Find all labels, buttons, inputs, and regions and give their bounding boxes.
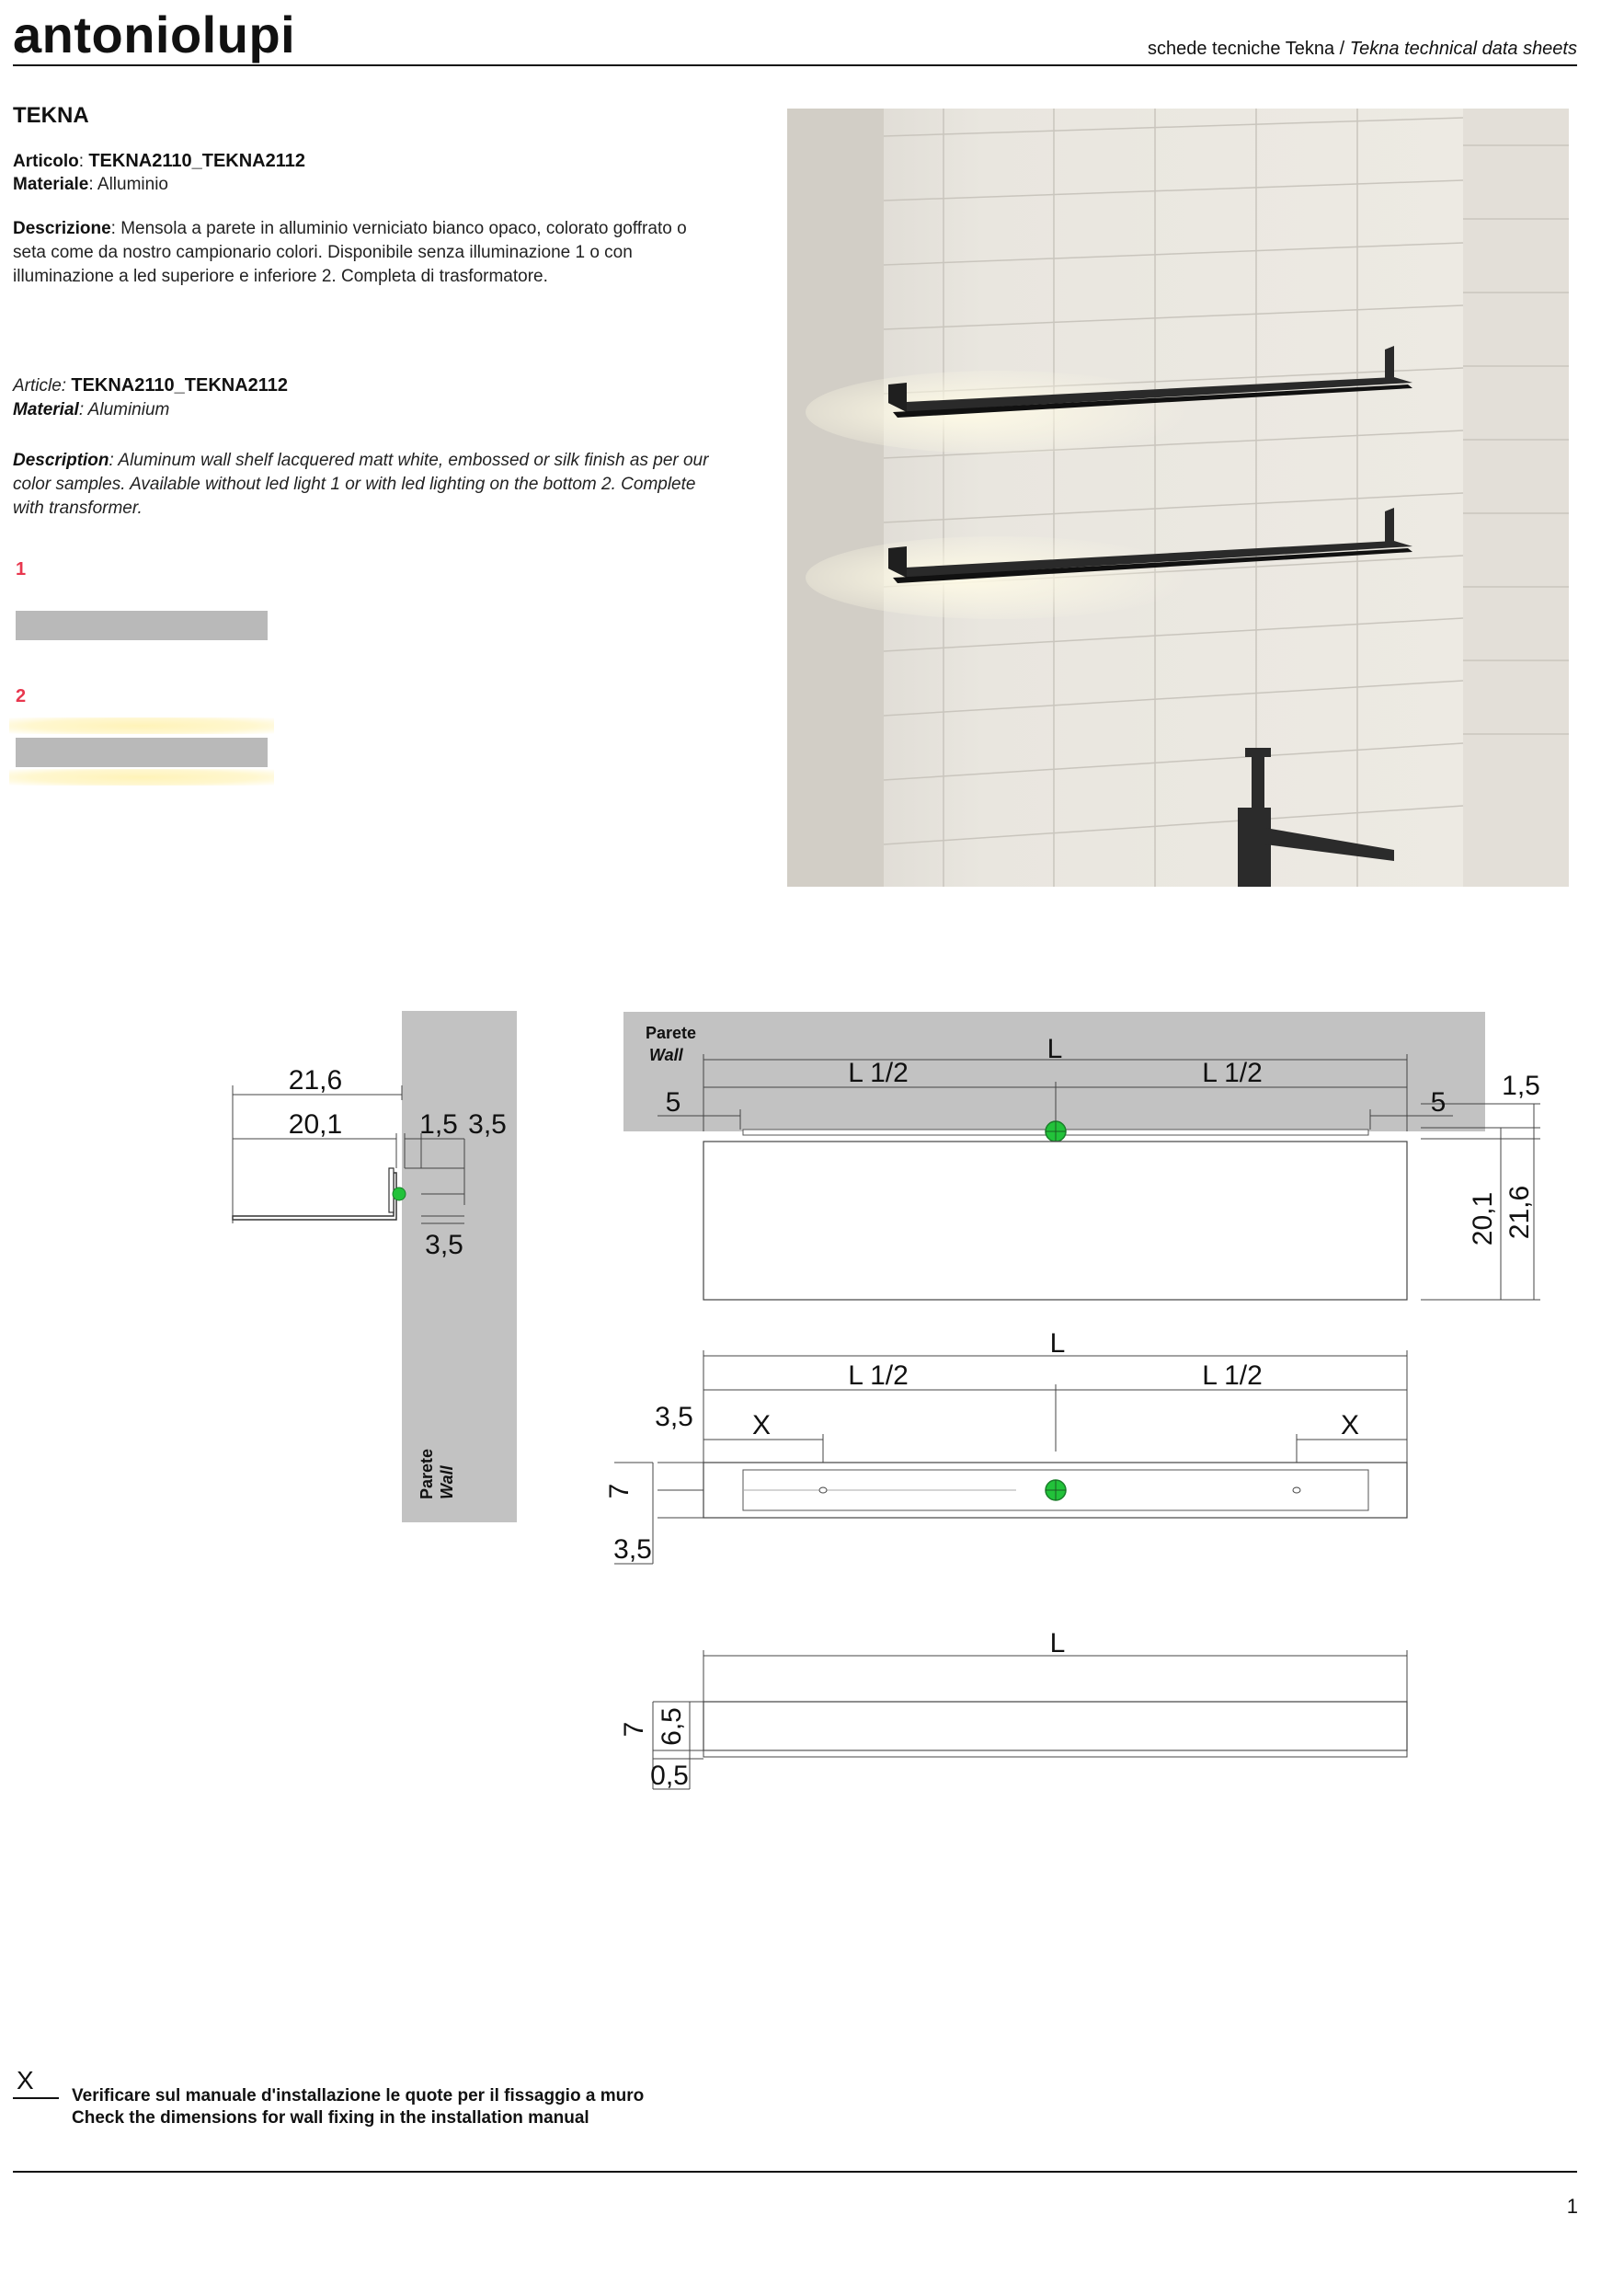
page-number: 1 <box>1566 2195 1578 2218</box>
description-en: Description: Aluminum wall shelf lacquered matt white, embossed or silk finish as per our color samples. Available without led light 1 or with led lighting on the bottom 2. Complete with transformer. <box>13 451 709 518</box>
article-en: Article: TEKNA2110_TEKNA2112 <box>13 375 289 396</box>
side-dim-20-1: 20,1 <box>288 1109 343 1140</box>
header-subtitle <box>1148 39 1577 60</box>
bottom-dim-3-5-bottom: 3,5 <box>613 1534 652 1565</box>
side-wall-label-en: Wall <box>438 1465 456 1499</box>
front-dim-21-6: 21,6 <box>1504 1185 1535 1240</box>
article-label-it: Articolo <box>13 152 79 171</box>
bottom-dim-L: L <box>1049 1328 1066 1359</box>
subtitle-it: schede tecniche Tekna <box>1148 39 1335 59</box>
front-dim-1-5: 1,5 <box>1502 1071 1540 1101</box>
bottom-dim-7: 7 <box>604 1483 635 1499</box>
side-dim-1-5: 1,5 <box>419 1109 458 1140</box>
side-dim-21-6: 21,6 <box>288 1065 343 1096</box>
header-rule <box>13 64 1577 66</box>
note-symbol-underline <box>13 2097 59 2099</box>
description-label-en: Description <box>13 451 109 470</box>
front-dim-L-half-right: L 1/2 <box>1202 1058 1263 1088</box>
side-wall <box>402 1011 517 1522</box>
description-value-en: Aluminum wall shelf lacquered matt white, embossed or silk finish as per our color samples. Available without led light 1 or with led lighting on the bottom 2. Complete with transformer. <box>13 451 709 518</box>
bottom-dim-X-right: X <box>1340 1410 1360 1440</box>
front-dim-5-left: 5 <box>665 1087 681 1118</box>
front-wall-label-it: Parete <box>646 1024 697 1042</box>
description-value-it: Mensola a parete in alluminio verniciato bianco opaco, colorato goffrato o seta come da nostro campionario colori. Disponibile senza illuminazione 1 o con illuminazione a led superiore e inferiore 2. Completa di trasformatore. <box>13 219 687 286</box>
profile-shelf-base <box>703 1750 1407 1757</box>
side-shelf-profile <box>233 1173 396 1220</box>
variant-2-bar <box>16 738 268 767</box>
material-it: Materiale: Alluminio <box>13 175 168 194</box>
side-dim-3-5-top: 3,5 <box>468 1109 507 1140</box>
bottom-dim-X-left: X <box>751 1410 772 1440</box>
profile-shelf <box>703 1702 1407 1750</box>
bottom-dim-3-5-top: 3,5 <box>655 1402 693 1432</box>
article-value-en: TEKNA2110_TEKNA2112 <box>71 375 289 396</box>
material-label-it: Materiale <box>13 175 89 194</box>
front-wall <box>623 1012 1485 1131</box>
note-symbol: X <box>17 2066 34 2094</box>
bottom-hole-left <box>819 1487 827 1493</box>
technical-drawing <box>0 920 1624 1821</box>
note-it: Verificare sul manuale d'installazione le quote per il fissaggio a muro <box>72 2086 645 2106</box>
article-it: Articolo: TEKNA2110_TEKNA2112 <box>13 151 306 171</box>
bottom-dim-L-half-left: L 1/2 <box>848 1360 909 1391</box>
side-view <box>233 1011 517 1522</box>
note-en: Check the dimensions for wall fixing in the installation manual <box>72 2108 589 2128</box>
subtitle-separator: / <box>1334 39 1350 59</box>
front-dim-20-1: 20,1 <box>1468 1191 1498 1246</box>
product-photo-illustration <box>787 109 1569 887</box>
article-label-en: Article <box>13 376 62 396</box>
side-led-strip <box>389 1168 394 1212</box>
description-it: Descrizione: Mensola a parete in alluminio verniciato bianco opaco, colorato goffrato o seta come da nostro campionario colori. Disponibile senza illuminazione 1 o con illuminazione a led superiore e inferiore 2. Completa di trasformatore. <box>13 219 687 286</box>
side-dim-3-5-bottom: 3,5 <box>425 1230 463 1260</box>
profile-view <box>619 1628 1407 1791</box>
profile-dim-7: 7 <box>619 1721 649 1738</box>
front-dim-L-half-left: L 1/2 <box>848 1058 909 1088</box>
side-fixing-point <box>393 1188 406 1200</box>
front-dim-5-right: 5 <box>1430 1087 1447 1118</box>
side-wall-label-it: Parete <box>417 1448 436 1499</box>
product-photo <box>787 109 1569 887</box>
article-value-it: TEKNA2110_TEKNA2112 <box>88 151 306 171</box>
bottom-view <box>604 1328 1407 1565</box>
bottom-hole-right <box>1293 1487 1300 1493</box>
variant-1-marker: 1 <box>16 559 27 579</box>
variant-2-glow-bottom <box>9 769 274 786</box>
variant-2-marker: 2 <box>16 686 27 706</box>
description-label-it: Descrizione <box>13 219 111 238</box>
material-en: Material: Aluminium <box>13 400 170 419</box>
variant-2-glow-top <box>9 717 274 734</box>
material-value-en: Aluminium <box>87 400 170 419</box>
front-wall-label-en: Wall <box>649 1046 683 1064</box>
bottom-dim-L-half-right: L 1/2 <box>1202 1360 1263 1391</box>
footer-rule <box>13 2171 1577 2173</box>
profile-dim-0-5: 0,5 <box>650 1761 689 1791</box>
material-value-it: Alluminio <box>97 175 168 194</box>
front-dim-L: L <box>1046 1034 1063 1064</box>
material-label-en: Material <box>13 400 79 419</box>
variant-1-bar <box>16 611 268 640</box>
subtitle-en: Tekna technical data sheets <box>1349 39 1577 59</box>
profile-dim-L: L <box>1049 1628 1066 1658</box>
front-shelf <box>703 1142 1407 1300</box>
brand-logo: antoniolupi <box>13 6 296 63</box>
profile-dim-6-5: 6,5 <box>657 1707 687 1746</box>
front-view <box>623 1012 1540 1300</box>
product-name: TEKNA <box>13 103 89 128</box>
